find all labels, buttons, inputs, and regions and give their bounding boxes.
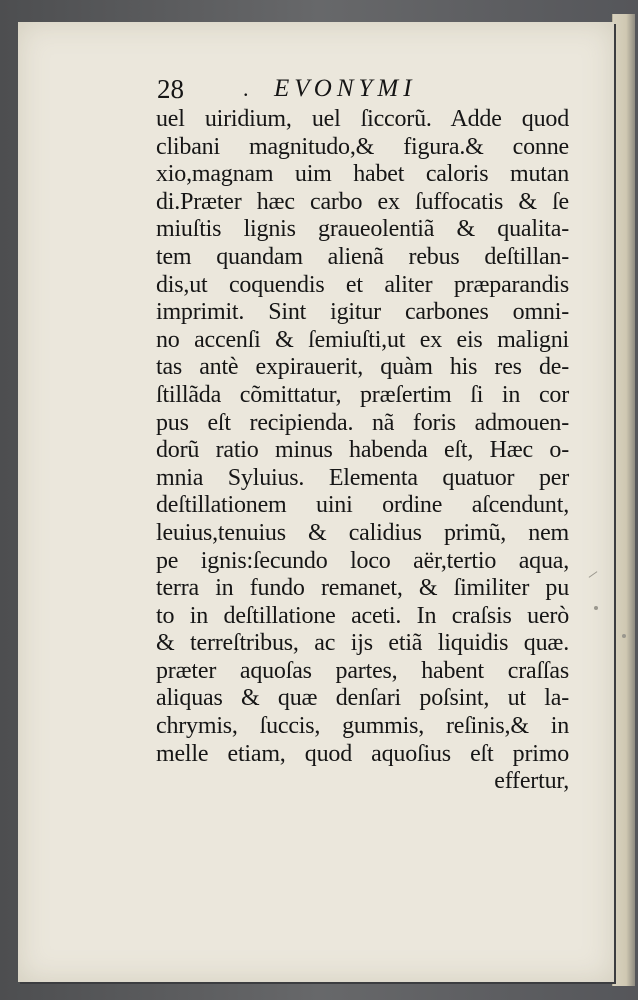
page-header bbox=[157, 72, 577, 106]
text-line: deſtillationem uini ordine aſcendunt, bbox=[156, 492, 569, 519]
text-line: ſtillãda cõmittatur, præſertim ſi in cor bbox=[156, 381, 569, 408]
facing-page-edge bbox=[612, 14, 635, 986]
text-line: melle etiam, quod aquoſius eſt primo bbox=[156, 740, 569, 767]
text-line: leuius,tenuius & calidius primũ, nem bbox=[156, 519, 569, 546]
text-line: terra in fundo remanet, & ſimiliter pu bbox=[156, 575, 569, 602]
text-line: dis,ut coquendis et aliter præparandis bbox=[156, 271, 569, 298]
text-line: aliquas & quæ denſari poſsint, ut la- bbox=[156, 685, 569, 712]
text-line: xio,magnam uim habet caloris mutan bbox=[156, 161, 569, 188]
text-line: & terreſtribus, ac ijs etiã liquidis quæ. bbox=[156, 630, 569, 657]
text-line: pe ignis:ſecundo loco aër,tertio aqua, bbox=[156, 547, 569, 574]
text-line: tem quandam alienã rebus deſtillan- bbox=[156, 243, 569, 270]
text-line: præter aquoſas partes, habent craſſas bbox=[156, 657, 569, 684]
header-separator: . bbox=[243, 76, 249, 101]
text-line: dorũ ratio minus habenda eſt, Hæc o- bbox=[156, 437, 569, 464]
text-line: chrymis, ſuccis, gummis, reſinis,& in bbox=[156, 713, 569, 740]
text-line: di.Præter hæc carbo ex ſuffocatis & ſe bbox=[156, 188, 569, 215]
pencil-mark bbox=[594, 606, 598, 610]
text-line: imprimit. Sint igitur carbones omni- bbox=[156, 299, 569, 326]
catchword-line: effertur, bbox=[494, 768, 569, 795]
pencil-mark bbox=[589, 571, 598, 578]
text-line: miuſtis lignis graueolentiã & qualita- bbox=[156, 216, 569, 243]
text-line: tas antè expirauerit, quàm his res de- bbox=[156, 354, 569, 381]
running-head: EVONYMI bbox=[274, 75, 417, 102]
margin-marks bbox=[588, 560, 618, 700]
text-line: clibani magnitudo,& figura.& conne bbox=[156, 133, 569, 160]
text-line: uel uiridium, uel ſiccorũ. Adde quod bbox=[156, 106, 569, 132]
body-text bbox=[156, 106, 569, 796]
text-line: pus eſt recipienda. nã foris admouen- bbox=[156, 409, 569, 436]
text-line: to in deſtillatione aceti. In craſsis uerò bbox=[156, 602, 569, 629]
text-line: mnia Syluius. Elementa quatuor per bbox=[156, 464, 569, 491]
text-line: no accenſi & ſemiuſti,ut ex eis maligni bbox=[156, 326, 569, 353]
page-number: 28 bbox=[157, 74, 184, 104]
pencil-mark bbox=[622, 634, 626, 638]
